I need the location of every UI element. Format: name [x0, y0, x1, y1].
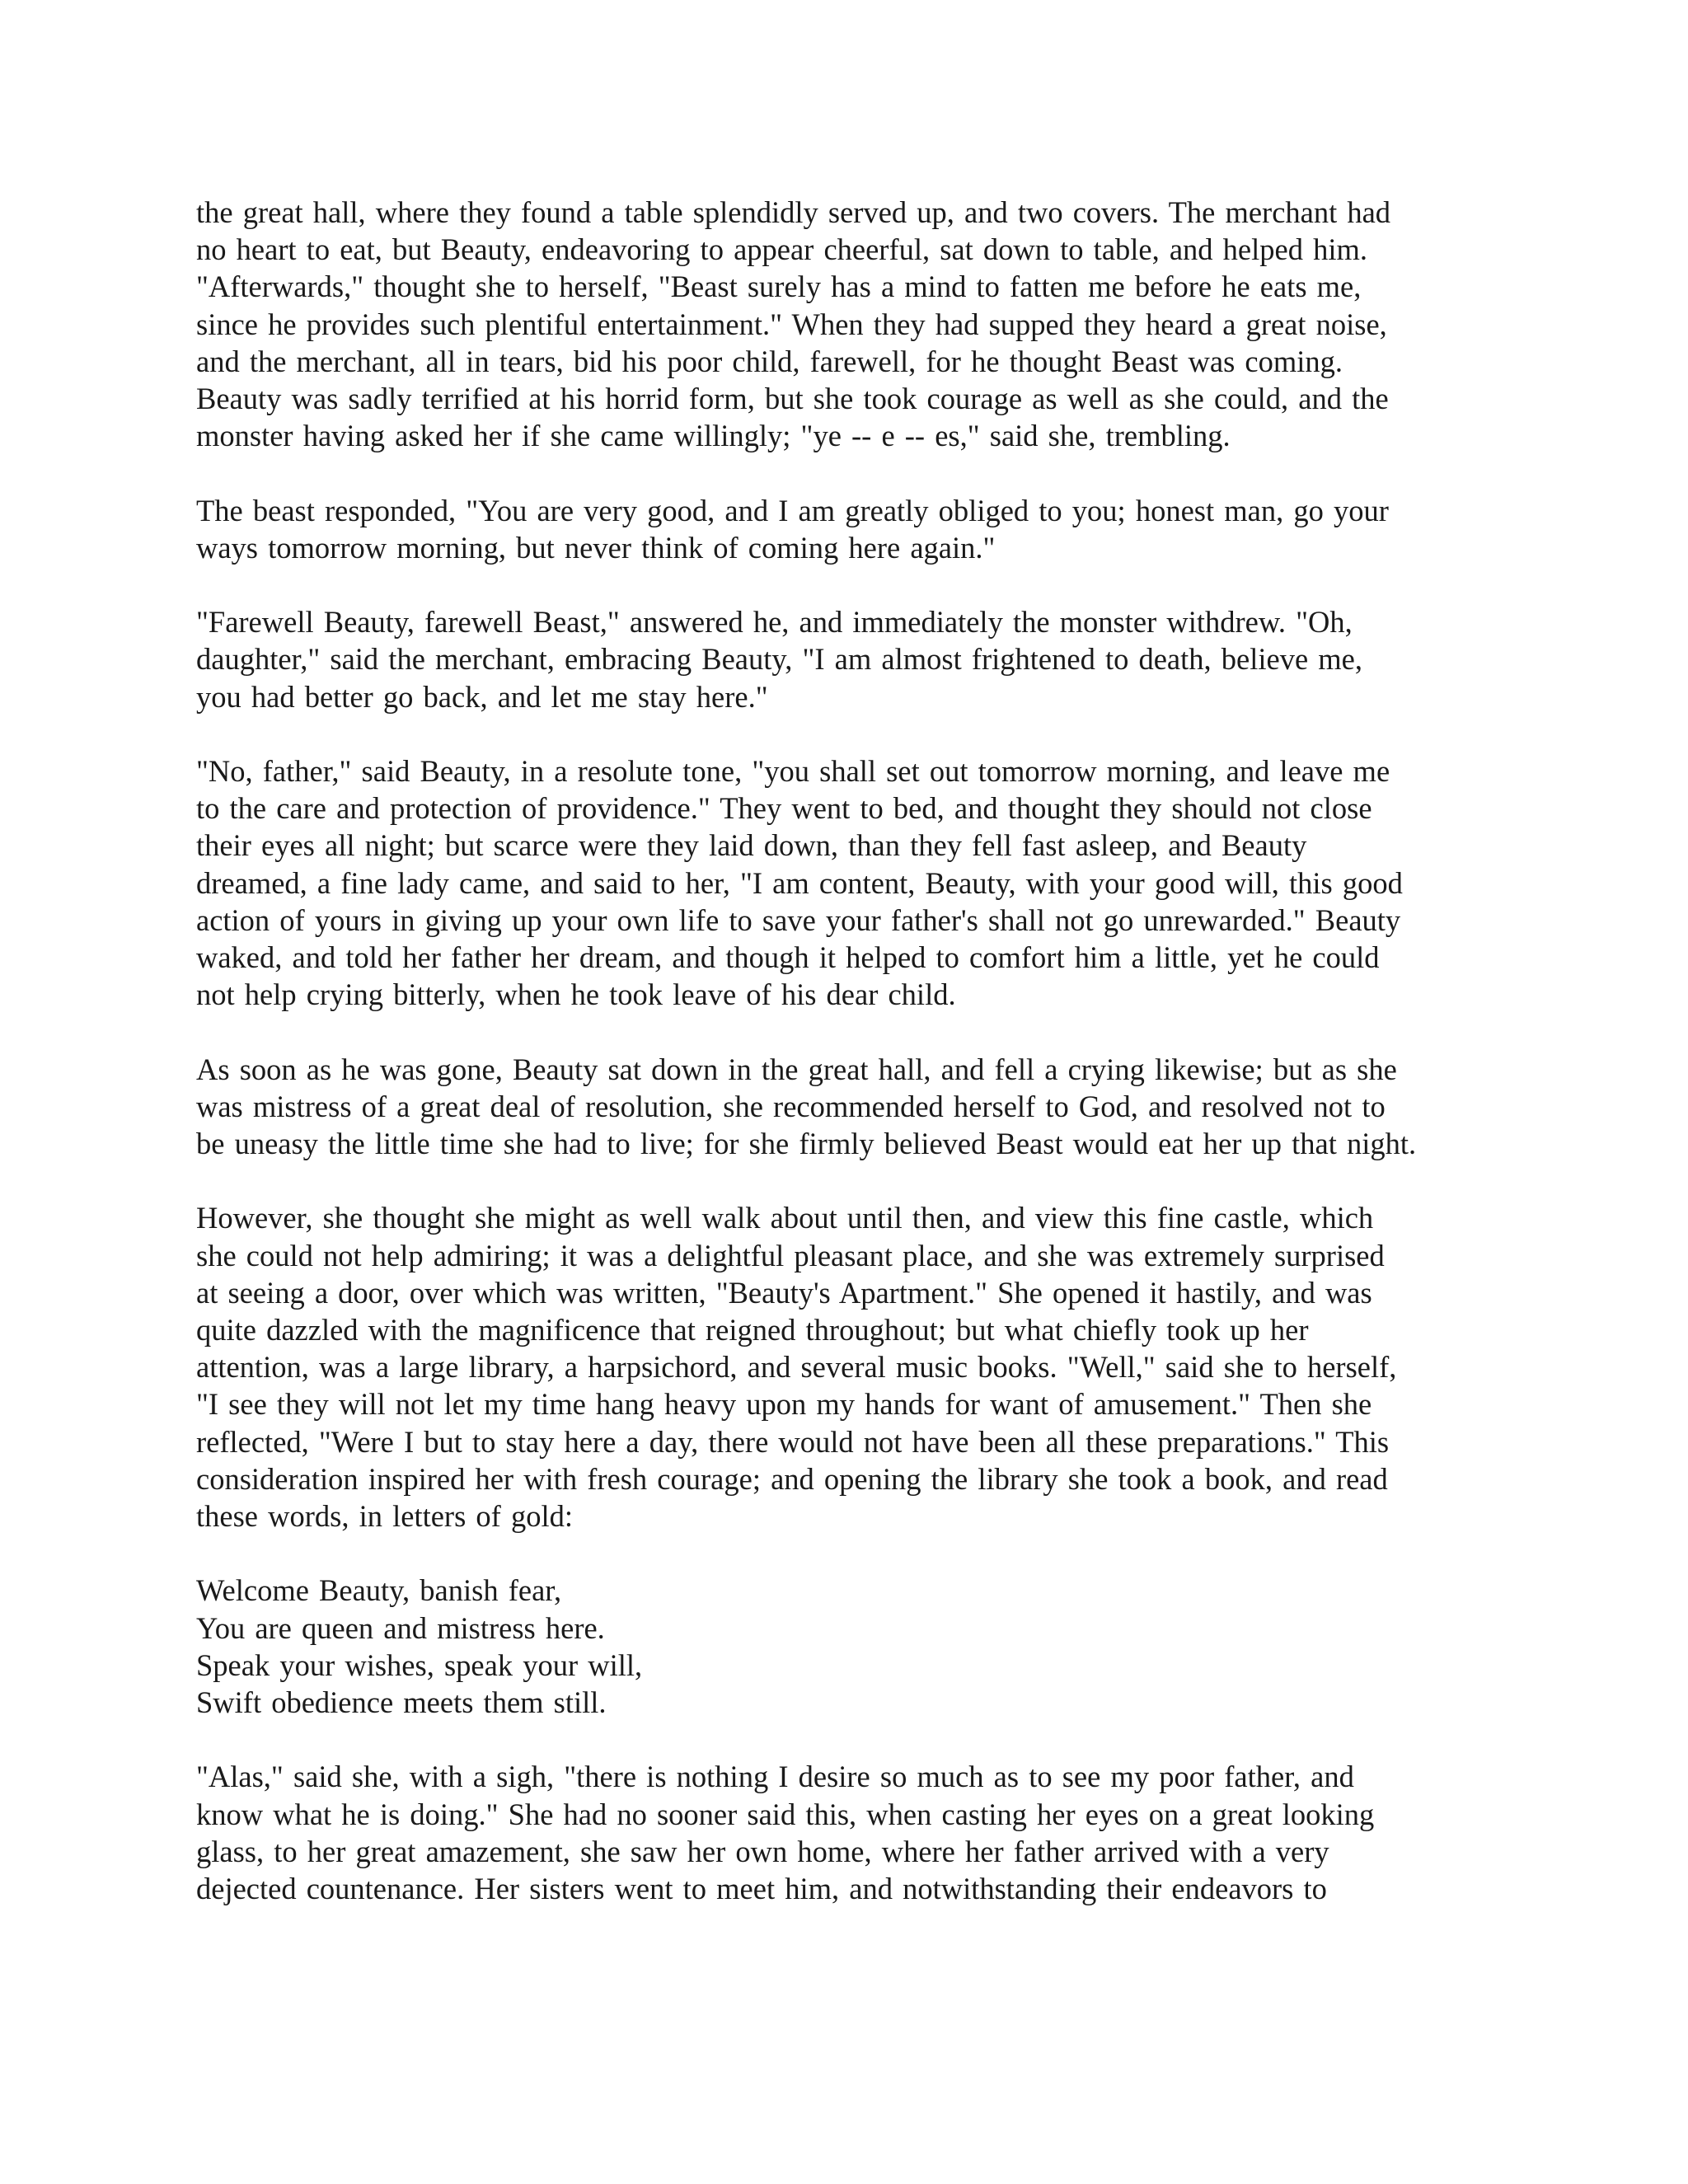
- paragraph-5: [196, 1051, 1482, 1163]
- text-line: she could not help admiring; it was a delightful pleasant place, and she was extremely surprised: [196, 1238, 1385, 1272]
- text-line: The beast responded, "You are very good, and I am greatly obliged to you; honest man, go your: [196, 493, 1389, 527]
- text-line: not help crying bitterly, when he took leave of his dear child.: [196, 977, 956, 1012]
- text-line: "Farewell Beauty, farewell Beast," answered he, and immediately the monster withdrew. "Oh,: [196, 605, 1353, 640]
- text-line: and the merchant, all in tears, bid his poor child, farewell, for he thought Beast was coming.: [196, 344, 1343, 378]
- text-line: "Alas," said she, with a sigh, "there is nothing I desire so much as to see my poor father, and: [196, 1760, 1354, 1794]
- text-line: no heart to eat, but Beauty, endeavoring to appear cheerful, sat down to table, and helped him.: [196, 232, 1368, 267]
- text-line: reflected, "Were I but to stay here a day, there would not have been all these preparations." This: [196, 1424, 1390, 1459]
- text-line: Beauty was sadly terrified at his horrid form, but she took courage as well as she could, and the: [196, 382, 1389, 416]
- text-line: was mistress of a great deal of resolution, she recommended herself to God, and resolved not to: [196, 1089, 1386, 1123]
- text-line: ways tomorrow morning, but never think of coming here again.": [196, 530, 996, 565]
- text-line: to the care and protection of providence." They went to bed, and thought they should not close: [196, 791, 1372, 826]
- text-line: know what he is doing." She had no sooner said this, when casting her eyes on a great looking: [196, 1797, 1375, 1831]
- paragraph-6: [196, 1199, 1482, 1535]
- text-line: quite dazzled with the magnificence that reigned throughout; but what chiefly took up her: [196, 1313, 1309, 1347]
- text-line: you had better go back, and let me stay here.": [196, 679, 768, 714]
- text-line: these words, in letters of gold:: [196, 1499, 573, 1534]
- verse-line: Swift obedience meets them still.: [196, 1685, 607, 1720]
- text-line: attention, was a large library, a harpsichord, and several music books. "Well," said she to herself,: [196, 1350, 1397, 1385]
- text-line: monster having asked her if she came willingly; "ye -- e -- es," said she, trembling.: [196, 419, 1231, 453]
- text-line: action of yours in giving up your own life to save your father's shall not go unrewarded." Beauty: [196, 902, 1401, 937]
- text-line: at seeing a door, over which was written, "Beauty's Apartment." She opened it hastily, and was: [196, 1275, 1372, 1310]
- text-line: As soon as he was gone, Beauty sat down in the great hall, and fell a crying likewise; but as she: [196, 1052, 1397, 1086]
- text-line: be uneasy the little time she had to live; for she firmly believed Beast would eat her up that night.: [196, 1127, 1417, 1161]
- text-line: dreamed, a fine lady came, and said to her, "I am content, Beauty, with your good will, this good: [196, 865, 1403, 900]
- text-line: since he provides such plentiful entertainment." When they had supped they heard a great noise,: [196, 307, 1387, 341]
- text-line: glass, to her great amazement, she saw her own home, where her father arrived with a very: [196, 1834, 1329, 1868]
- text-line: the great hall, where they found a table splendidly served up, and two covers. The merchant had: [196, 195, 1391, 229]
- verse-line: You are queen and mistress here.: [196, 1610, 605, 1645]
- text-line: consideration inspired her with fresh courage; and opening the library she took a book, and read: [196, 1461, 1388, 1496]
- paragraph-2: [196, 492, 1482, 566]
- verse-line: Welcome Beauty, banish fear,: [196, 1573, 562, 1608]
- text-line: "I see they will not let my time hang heavy upon my hands for want of amusement." Then she: [196, 1387, 1372, 1422]
- paragraph-8: [196, 1758, 1482, 1907]
- text-line: daughter," said the merchant, embracing Beauty, "I am almost frightened to death, believe me,: [196, 642, 1362, 677]
- text-line: "No, father," said Beauty, in a resolute tone, "you shall set out tomorrow morning, and leave me: [196, 754, 1390, 788]
- paragraph-3: [196, 603, 1482, 715]
- document-page: [196, 194, 1482, 1944]
- text-line: However, she thought she might as well walk about until then, and view this fine castle, which: [196, 1201, 1374, 1235]
- verse-line: Speak your wishes, speak your will,: [196, 1647, 643, 1682]
- paragraph-4: [196, 752, 1482, 1013]
- text-line: "Afterwards," thought she to herself, "Beast surely has a mind to fatten me before he eats me,: [196, 269, 1362, 304]
- text-line: dejected countenance. Her sisters went to meet him, and notwithstanding their endeavors to: [196, 1872, 1327, 1906]
- paragraph-1: [196, 194, 1482, 454]
- verse: [196, 1572, 1482, 1721]
- text-line: waked, and told her father her dream, and though it helped to comfort him a little, yet he could: [196, 940, 1380, 975]
- text-line: their eyes all night; but scarce were they laid down, than they fell fast asleep, and Beauty: [196, 828, 1307, 863]
